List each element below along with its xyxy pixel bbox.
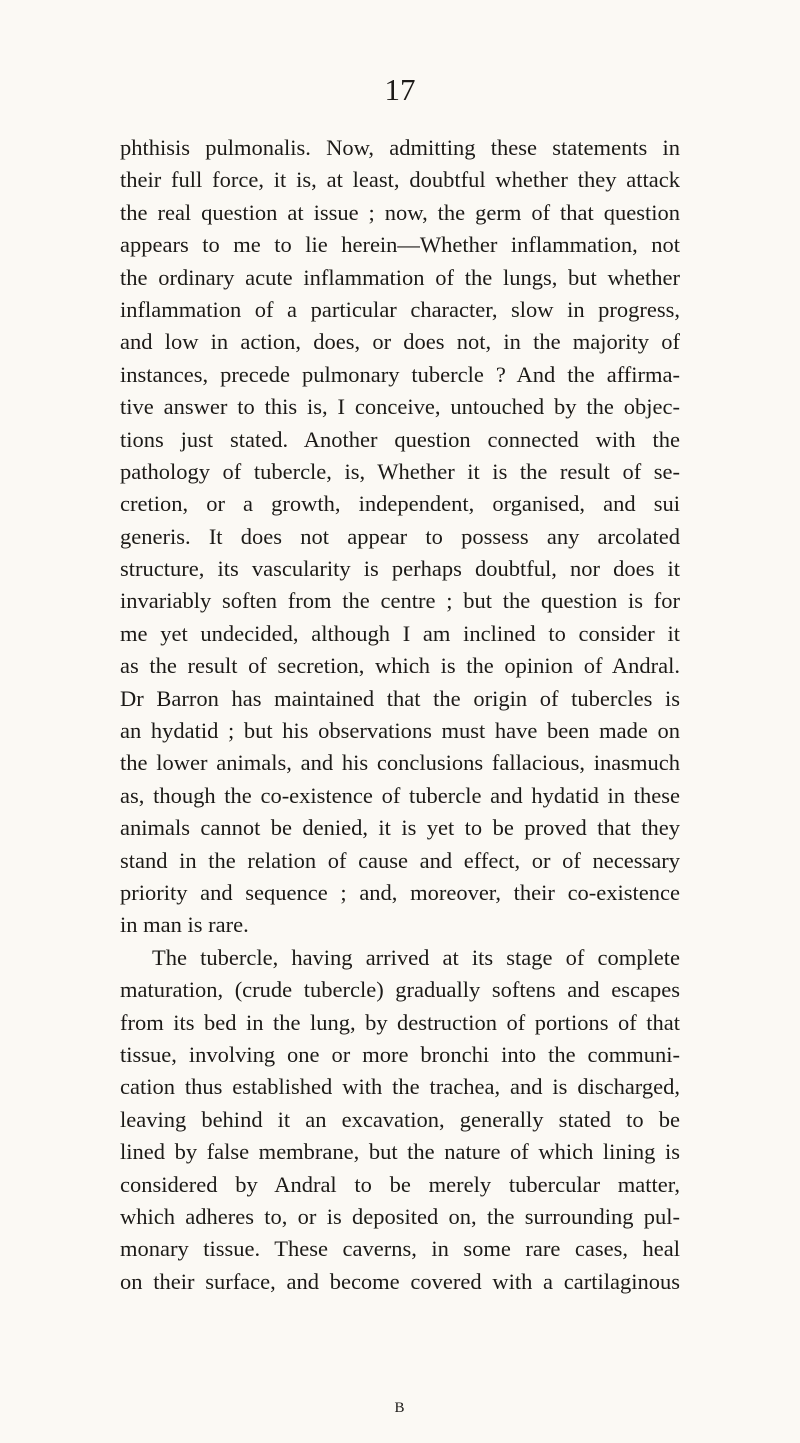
text-line: on their surface, and become covered with a cartilaginous <box>120 1268 680 1294</box>
text-line: considered by Andral to be merely tubercular matter, <box>120 1171 680 1197</box>
body-text <box>120 132 680 1298</box>
text-line: monary tissue. These caverns, in some rare cases, heal <box>120 1236 680 1262</box>
paragraph-1 <box>120 132 680 942</box>
text-line: inflammation of a particular character, slow in progress, <box>120 296 680 322</box>
text-line: from its bed in the lung, by destruction of portions of that <box>120 1009 680 1035</box>
text-line: their full force, it is, at least, doubtful whether they attack <box>120 167 680 193</box>
text-line: instances, precede pulmonary tubercle ? And the affirma- <box>120 361 680 387</box>
text-line: me yet undecided, although I am inclined to consider it <box>120 620 680 646</box>
text-line: the real question at issue ; now, the germ of that question <box>120 199 680 225</box>
text-line: animals cannot be denied, it is yet to be proved that they <box>120 815 680 841</box>
text-line: structure, its vascularity is perhaps doubtful, nor does it <box>120 556 680 582</box>
text-line: the ordinary acute inflammation of the lungs, but whether <box>120 264 680 290</box>
text-line: cretion, or a growth, independent, organised, and sui <box>120 491 680 517</box>
text-line: tions just stated. Another question connected with the <box>120 426 680 452</box>
text-line: leaving behind it an excavation, generally stated to be <box>120 1106 680 1132</box>
text-line: phthisis pulmonalis. Now, admitting these statements in <box>120 135 680 160</box>
text-line: tissue, involving one or more bronchi into the communi- <box>120 1041 680 1067</box>
text-line: the lower animals, and his conclusions fallacious, inasmuch <box>120 750 680 776</box>
text-line: The tubercle, having arrived at its stage of complete <box>152 944 680 970</box>
text-line: appears to me to lie herein—Whether inflammation, not <box>120 232 680 258</box>
text-line: cation thus established with the trachea, and is discharged, <box>120 1074 680 1100</box>
text-line: as the result of secretion, which is the opinion of Andral. <box>120 653 680 679</box>
text-line: invariably soften from the centre ; but the question is for <box>120 588 680 614</box>
text-line: pathology of tubercle, is, Whether it is the result of se- <box>120 458 680 484</box>
text-line: stand in the relation of cause and effect, or of necessary <box>120 847 680 873</box>
paragraph-2 <box>120 942 680 1298</box>
signature-mark: B <box>394 1400 406 1416</box>
text-line: in man is rare. <box>120 912 249 938</box>
text-line: maturation, (crude tubercle) gradually softens and escapes <box>120 977 680 1003</box>
text-line: and low in action, does, or does not, in the majority of <box>120 329 680 355</box>
text-line: which adheres to, or is deposited on, the surrounding pul- <box>120 1203 680 1229</box>
text-line: priority and sequence ; and, moreover, their co-existence <box>120 879 680 905</box>
text-line: as, though the co-existence of tubercle and hydatid in these <box>120 782 680 808</box>
text-line: Dr Barron has maintained that the origin of tubercles is <box>120 685 680 711</box>
text-line: tive answer to this is, I conceive, untouched by the objec- <box>120 394 680 420</box>
text-line: lined by false membrane, but the nature of which lining is <box>120 1139 680 1165</box>
text-line: an hydatid ; but his observations must have been made on <box>120 718 680 744</box>
text-line: generis. It does not appear to possess any arcolated <box>120 523 680 549</box>
page-number: 17 <box>384 72 416 107</box>
